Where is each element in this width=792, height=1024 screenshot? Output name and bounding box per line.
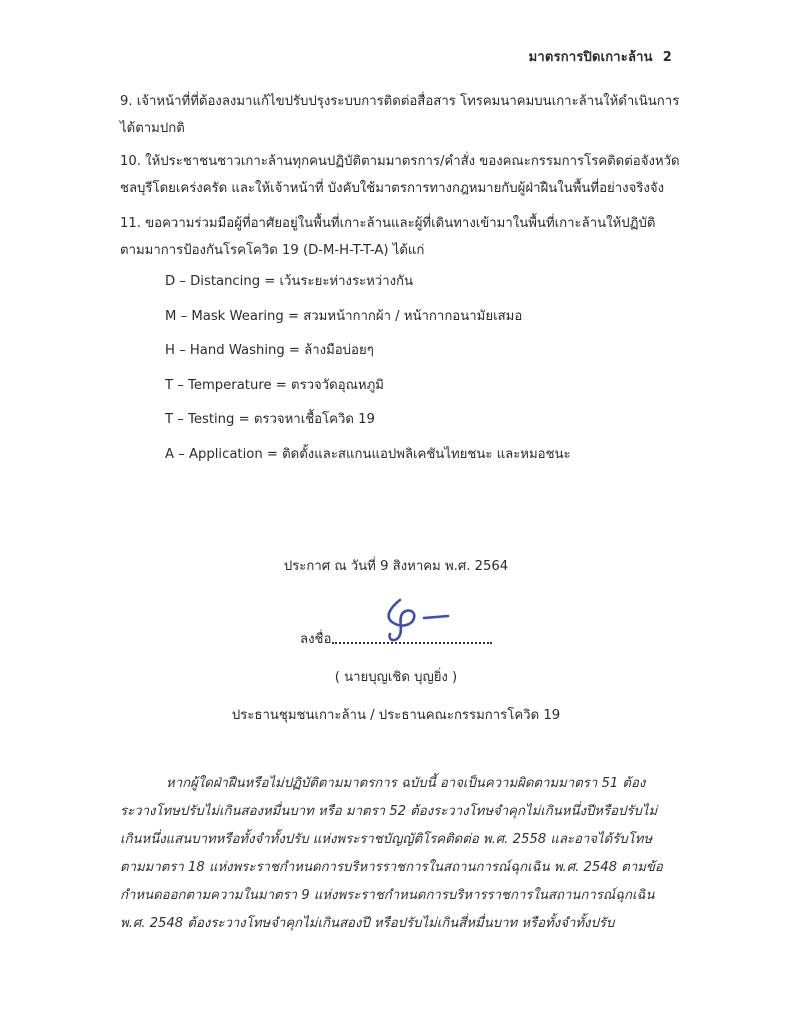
signature-line	[332, 628, 492, 644]
paragraph-10: 10. ให้ประชาชนชาวเกาะล้านทุกคนปฏิบัติตามมาตรการ/คำสั่ง ของคณะกรรมการโรคติดต่อจังหวัดชลบุรีโดยเคร่งครัด และให้เจ้าหน้าที่ บังคับใช้มาตรการทางกฎหมายกับผู้ฝ่าฝืนในพื้นที่อย่างจริงจัง	[120, 154, 680, 196]
signature-label: ลงชื่อ	[300, 632, 332, 647]
dmhtta-measures-list	[165, 272, 645, 480]
paragraph-9: 9. เจ้าหน้าที่ที่ต้องลงมาแก้ไขปรับปรุงระบบการติดต่อสื่อสาร โทรคมนาคมบนเกาะล้านให้ดำเนินการได้ตามปกติ	[120, 94, 680, 136]
measure-testing: T – Testing = ตรวจหาเชื้อโควิด 19	[165, 412, 375, 428]
measure-application: A – Application = ติดตั้งและสแกนแอปพลิเคชันไทยชนะ และหมอชนะ	[165, 446, 571, 462]
page-number: 2	[662, 50, 672, 65]
measure-hand-washing: H – Hand Washing = ล้างมือบ่อยๆ	[165, 343, 374, 359]
signer-name: ( นายบุญเชิด บุญยิ่ง )	[334, 670, 458, 685]
penalty-note: หากผู้ใดฝ่าฝืนหรือไม่ปฏิบัติตามมาตรการ ฉบับนี้ อาจเป็นความผิดตามมาตรา 51 ต้องระวางโทษปรับไม่เกินสองหมื่นบาท หรือ มาตรา 52 ต้องระวางโทษจำคุกไม่เกินหนึ่งปีหรือปรับไม่เกินหนึ่งแสนบาทหรือทั้งจำทั้งปรับ แห่งพระราชบัญญัติโรคติดต่อ พ.ศ. 2558 และอาจได้รับโทษตามมาตรา 18 แห่งพระราชกำหนดการบริหารราชการในสถานการณ์ฉุกเฉิน พ.ศ. 2548 ตามข้อกำหนดออกตามความในมาตรา 9 แห่งพระราชกำหนดการบริหารราชการในสถานการณ์ฉุกเฉิน พ.ศ. 2548 ต้องระวางโทษจำคุกไม่เกินสองปี หรือปรับไม่เกินสี่หมื่นบาท หรือทั้งจำทั้งปรับ	[120, 776, 663, 931]
measure-temperature: T – Temperature = ตรวจวัดอุณหภูมิ	[165, 377, 384, 393]
signer-title: ประธานชุมชนเกาะล้าน / ประธานคณะกรรมการโควิด 19	[231, 708, 561, 723]
page-header	[529, 46, 672, 67]
measure-mask-wearing: M – Mask Wearing = สวมหน้ากากผ้า / หน้ากากอนามัยเสมอ	[165, 308, 523, 324]
announcement-date: ประกาศ ณ วันที่ 9 สิงหาคม พ.ศ. 2564	[283, 559, 509, 574]
paragraph-11: 11. ขอความร่วมมือผู้ที่อาศัยอยู่ในพื้นที่เกาะล้านและผู้ที่เดินทางเข้ามาในพื้นที่เกาะล้านให้ปฏิบัติตามมาการป้องกันโรคโควิด 19 (D-M-H-T-T-A) ได้แก่	[120, 216, 656, 258]
measure-distancing: D – Distancing = เว้นระยะห่างระหว่างกัน	[165, 274, 414, 289]
header-title: มาตรการปิดเกาะล้าน	[528, 50, 653, 65]
